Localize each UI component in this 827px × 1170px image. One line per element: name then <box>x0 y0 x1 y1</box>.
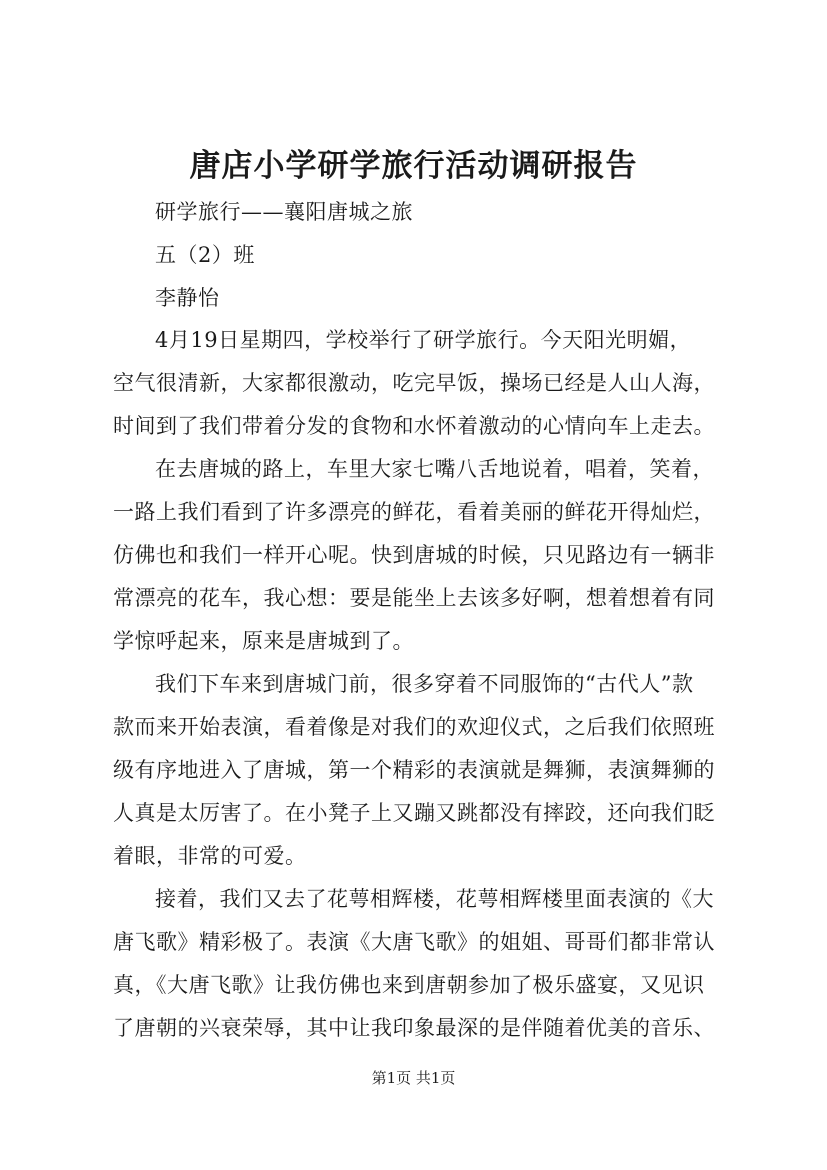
paragraph-line: 时间到了我们带着分发的食物和水怀着激动的心情向车上走去。 <box>113 414 715 438</box>
paragraph-line: 一路上我们看到了许多漂亮的鲜花，看着美丽的鲜花开得灿烂， <box>113 500 715 524</box>
paragraph-line: 4月19日星期四，学校举行了研学旅行。今天阳光明媚， <box>155 328 692 352</box>
paragraph-line: 仿佛也和我们一样开心呢。快到唐城的时候，只见路边有一辆非 <box>113 543 715 567</box>
paragraph-line: 人真是太厉害了。在小凳子上又蹦又跳都没有摔跤，还向我们眨 <box>113 801 715 825</box>
document-title: 唐店小学研学旅行活动调研报告 <box>189 148 638 184</box>
paragraph-line: 学惊呼起来，原来是唐城到了。 <box>113 629 414 653</box>
paragraph-line: 级有序地进入了唐城，第一个精彩的表演就是舞狮，表演舞狮的 <box>113 758 715 782</box>
paragraph-line: 着眼，非常的可爱。 <box>113 844 307 868</box>
paragraph-line: 我们下车来到唐城门前，很多穿着不同服饰的“古代人”款 <box>155 672 694 696</box>
paragraph-line: 了唐朝的兴衰荣辱，其中让我印象最深的是伴随着优美的音乐、 <box>113 1016 715 1040</box>
paragraph-line: 在去唐城的路上，车里大家七嘴八舌地说着，唱着，笑着， <box>155 457 714 481</box>
paragraph-line: 接着，我们又去了花萼相辉楼，花萼相辉楼里面表演的《大 <box>155 887 714 911</box>
paragraph-line: 常漂亮的花车，我心想：要是能坐上去该多好啊，想着想着有同 <box>113 586 715 610</box>
paragraph-line: 真，《大唐飞歌》让我仿佛也来到唐朝参加了极乐盛宴，又见识 <box>113 973 705 997</box>
paragraph-line: 空气很清新，大家都很激动，吃完早饭，操场已经是人山人海， <box>113 371 715 395</box>
paragraph-line: 款而来开始表演，看着像是对我们的欢迎仪式，之后我们依照班 <box>113 715 715 739</box>
document-subtitle: 研学旅行——襄阳唐城之旅 <box>155 200 413 224</box>
page-footer: 第1页 共1页 <box>371 1069 456 1087</box>
author-name: 李静怡 <box>155 286 220 310</box>
class-name: 五（2）班 <box>155 243 255 267</box>
paragraph-line: 唐飞歌》精彩极了。表演《大唐飞歌》的姐姐、哥哥们都非常认 <box>113 930 715 954</box>
